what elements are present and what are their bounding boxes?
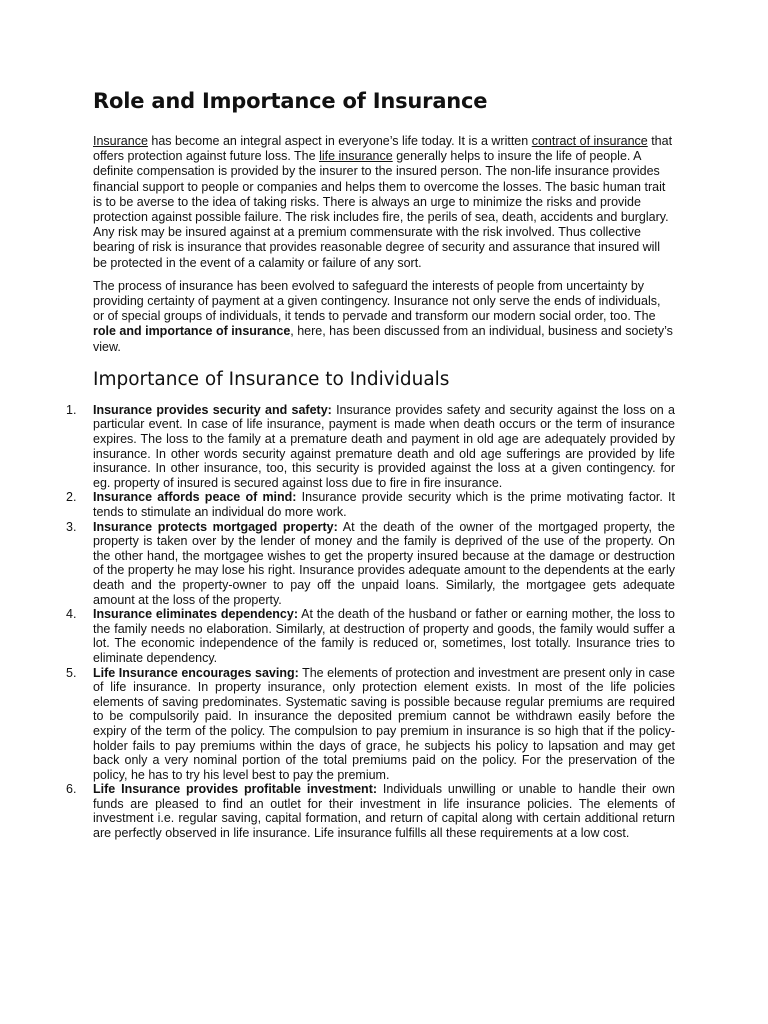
list-item xyxy=(66,519,675,608)
insurance-link[interactable]: Insurance xyxy=(93,134,148,148)
list-item-text: At the death of the husband or father or earning mother, the loss to the family needs no elaboration. Similarly, at destruction of property and goods, the family would suffer a lot. The economic independence of the family is reduced or, sometimes, lost totally. Insurance tries to eliminate dependency. xyxy=(93,607,675,665)
list-item-text: At the death of the owner of the mortgaged property, the property is taken over by the lender of money and the family is deprived of the use of the property. On the other hand, the mortgagee wishes to get the property insured because at the damage or destruction of the property he may lose his right. Insurance provides adequate amount to the dependents at the early death and the property-owner to pay off the unpaid loans. Similarly, the mortgagee gets adequate amount at the loss of the property. xyxy=(93,519,675,607)
list-item xyxy=(66,665,675,783)
life-insurance-link[interactable]: life insurance xyxy=(319,149,393,164)
list-item xyxy=(66,782,675,841)
list-item xyxy=(66,402,675,491)
list-item-label: Insurance affords peace of mind: xyxy=(93,490,297,505)
list-item-label: Insurance provides security and safety: xyxy=(93,402,332,417)
intro-text: generally helps to insure the life of people. A definite compensation is provided by the insurer to the insured person. The non-life insurance provides financial support to people or companies and helps them to overcome the losses. The basic human trait is to be averse to the idea of taking risks. There is always an urge to minimize the risks and provide protection against possible failure. The risk includes fire, the perils of sea, death, accidents and burglary. Any risk may be insured against at a premium commensurate with the risk involved. Thus collective bearing of risk is insurance that provides reasonable degree of security and assurance that insured will be protected in the event of a calamity or failure of any sort. xyxy=(93,149,669,270)
list-item-label: Life Insurance encourages saving: xyxy=(93,665,299,680)
list-item-text: Insurance provide security which is the prime motivating factor. It tends to stimulate an individual do more work. xyxy=(93,490,675,519)
document-page xyxy=(66,86,675,841)
list-number: 5. xyxy=(66,665,77,680)
list-item-text: Insurance provides safety and security against the loss on a particular event. In case of life insurance, payment is made when death occurs or the term of insurance expires. The loss to the family at a premature death and payment in old age are adequately provided by insurance. In other words security against premature death and old age sufferings are provided by life insurance. In other insurance, too, this security is provided against the loss at a given contingency. for eg. property of insured is secured against loss due to fire in fire insurance. xyxy=(93,402,675,490)
page-title: Role and Importance of Insurance xyxy=(93,89,488,113)
intro-text: The process of insurance has been evolved to safeguard the interests of people from uncertainty by providing certainty of payment at a given contingency. Insurance not only serve the ends of individuals, or of special groups of individuals, it tends to pervade and transform our modern social order, too. The xyxy=(93,278,661,324)
contract-of-insurance-link[interactable]: contract of insurance xyxy=(531,134,648,148)
list-number: 2. xyxy=(66,490,77,505)
list-number: 1. xyxy=(66,402,77,417)
importance-list xyxy=(66,402,675,841)
list-number: 4. xyxy=(66,607,77,622)
list-item-text: The elements of protection and investment are present only in case of life insurance. In property insurance, only protection element exists. In most of the life policies elements of saving predominates. Systematic saving is possible because regular premiums are required to be compulsorily paid. In insurance the deposited premium cannot be withdrawn easily before the expiry of the term of the policy. The compulsion to pay premium in insurance is so high that if the policy-holder fails to pay premiums within the days of grace, he subjects his policy to lapsation and may get back only a very nominal portion of the total premiums paid on the policy. For the preservation of the policy, he has to try his level best to pay the premium. xyxy=(93,665,675,782)
intro-text: , here, has been discussed from an individual, business and society’s view. xyxy=(93,324,673,354)
list-number: 6. xyxy=(66,782,77,797)
intro-paragraph-1 xyxy=(93,134,675,271)
intro-text: that offers protection against future loss. The xyxy=(93,134,673,164)
section-heading: Importance of Insurance to Individuals xyxy=(93,368,450,390)
list-item-text: Individuals unwilling or unable to handle their own funds are pleased to find an outlet for their investment in life insurance policies. The elements of investment i.e. regular saving, capital formation, and return of capital along with certain additional return are perfectly observed in life insurance. Life insurance fulfills all these requirements at a low cost. xyxy=(93,782,675,841)
bold-phrase: role and importance of insurance xyxy=(93,324,291,339)
list-item-label: Insurance protects mortgaged property: xyxy=(93,519,338,534)
intro-paragraph-2 xyxy=(93,279,675,355)
list-item-label: Insurance eliminates dependency: xyxy=(93,607,298,622)
list-item xyxy=(66,607,675,665)
list-item xyxy=(66,490,675,519)
intro-text: has become an integral aspect in everyone’s life today. It is a written xyxy=(147,134,532,148)
list-item-label: Life Insurance provides profitable investment: xyxy=(93,782,378,797)
list-number: 3. xyxy=(66,519,77,534)
